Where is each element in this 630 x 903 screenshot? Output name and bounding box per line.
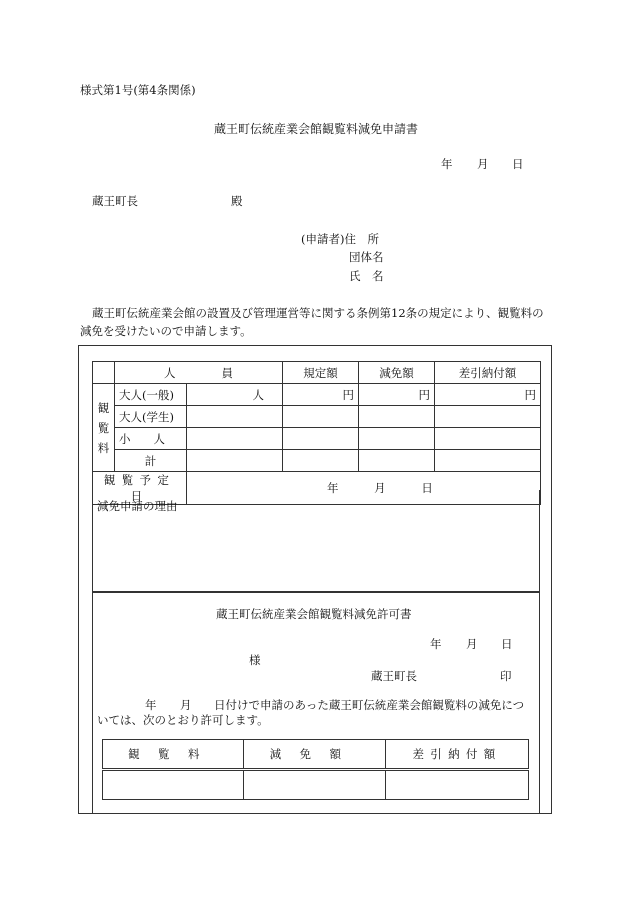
cell-empty <box>187 428 283 450</box>
visit-date-day: 日 <box>421 481 433 495</box>
cell-empty <box>359 450 435 472</box>
permit-seal: 印 <box>500 669 512 683</box>
permit-text-month: 月 <box>180 698 192 712</box>
body-text-line2: 減免を受けたいので申請します。 <box>80 324 252 338</box>
permit-text-line1: 日付けで申請のあった蔵王町伝統産業会館観覧料の減免につ <box>214 698 525 712</box>
reduction-unit: 円 <box>359 384 435 406</box>
permit-title: 蔵王町伝統産業会館観覧料減免許可書 <box>216 607 412 621</box>
permit-text-line2: いては、次のとおり許可します。 <box>97 713 269 727</box>
standard-fee-unit: 円 <box>283 384 359 406</box>
header-standard-fee: 規定額 <box>283 362 359 384</box>
addressee-name: 蔵王町長 <box>92 194 138 208</box>
cell-empty <box>359 406 435 428</box>
date-month-label: 月 <box>477 157 489 171</box>
visit-date-month: 月 <box>374 481 386 495</box>
table-row <box>93 450 541 472</box>
count-unit: 人 <box>187 384 283 406</box>
permit-addressee-suffix: 様 <box>249 653 261 667</box>
application-table <box>92 361 541 505</box>
date-day-label: 日 <box>512 157 524 171</box>
permit-text-year: 年 <box>145 698 157 712</box>
applicant-address-label: (申請者)住 所 <box>301 232 379 246</box>
side-label-top-cell <box>93 362 115 384</box>
date-year-label: 年 <box>441 157 453 171</box>
cell-empty <box>187 450 283 472</box>
cell-empty <box>359 428 435 450</box>
permit-table-header <box>103 740 529 770</box>
visit-date-year: 年 <box>327 481 339 495</box>
permit-table-row <box>103 770 529 800</box>
table-row <box>93 384 541 406</box>
body-text-line1: 蔵王町伝統産業会館の設置及び管理運営等に関する条例第12条の規定により、観覧料の <box>92 306 544 320</box>
side-label-char-3: 料 <box>97 440 110 455</box>
header-balance: 差引納付額 <box>435 362 541 384</box>
cell-empty <box>283 406 359 428</box>
cell-empty <box>283 450 359 472</box>
cell-empty <box>435 450 541 472</box>
header-people: 人 員 <box>115 362 283 384</box>
cell-empty <box>435 428 541 450</box>
form-number: 様式第1号(第4条関係) <box>80 83 196 97</box>
table-row <box>93 406 541 428</box>
cell-empty <box>283 428 359 450</box>
applicant-org-label: 団体名 <box>349 250 384 264</box>
visit-date-label: 観覧予定日 <box>93 472 187 505</box>
permit-date-year: 年 <box>430 637 442 651</box>
cell-empty <box>103 770 244 800</box>
reason-label: 減免申請の理由 <box>97 499 178 513</box>
document-title: 蔵王町伝統産業会館観覧料減免申請書 <box>214 122 419 136</box>
permit-table <box>102 739 529 800</box>
cell-empty <box>386 770 529 800</box>
table-row <box>93 428 541 450</box>
cell-empty <box>244 770 386 800</box>
permit-date-day: 日 <box>501 637 513 651</box>
table-header-row <box>93 362 541 384</box>
permit-date-month: 月 <box>466 637 478 651</box>
row-label-adult-student: 大人(学生) <box>115 406 187 428</box>
cell-empty <box>187 406 283 428</box>
side-label <box>93 384 115 472</box>
row-label-child: 小 人 <box>115 428 187 450</box>
side-label-char-1: 観 <box>97 400 110 415</box>
permit-header-fee: 観覧料 <box>103 740 244 770</box>
row-label-adult-general: 大人(一般) <box>115 384 187 406</box>
permit-header-balance: 差引納付額 <box>386 740 529 770</box>
cell-empty <box>435 406 541 428</box>
row-label-total: 計 <box>115 450 187 472</box>
permit-header-reduction: 減免額 <box>244 740 386 770</box>
header-reduction: 減免額 <box>359 362 435 384</box>
applicant-name-label: 氏 名 <box>349 269 384 283</box>
permit-issuer: 蔵王町長 <box>371 669 417 683</box>
addressee-honorific: 殿 <box>231 194 243 208</box>
balance-unit: 円 <box>435 384 541 406</box>
side-label-char-2: 覧 <box>97 420 110 435</box>
